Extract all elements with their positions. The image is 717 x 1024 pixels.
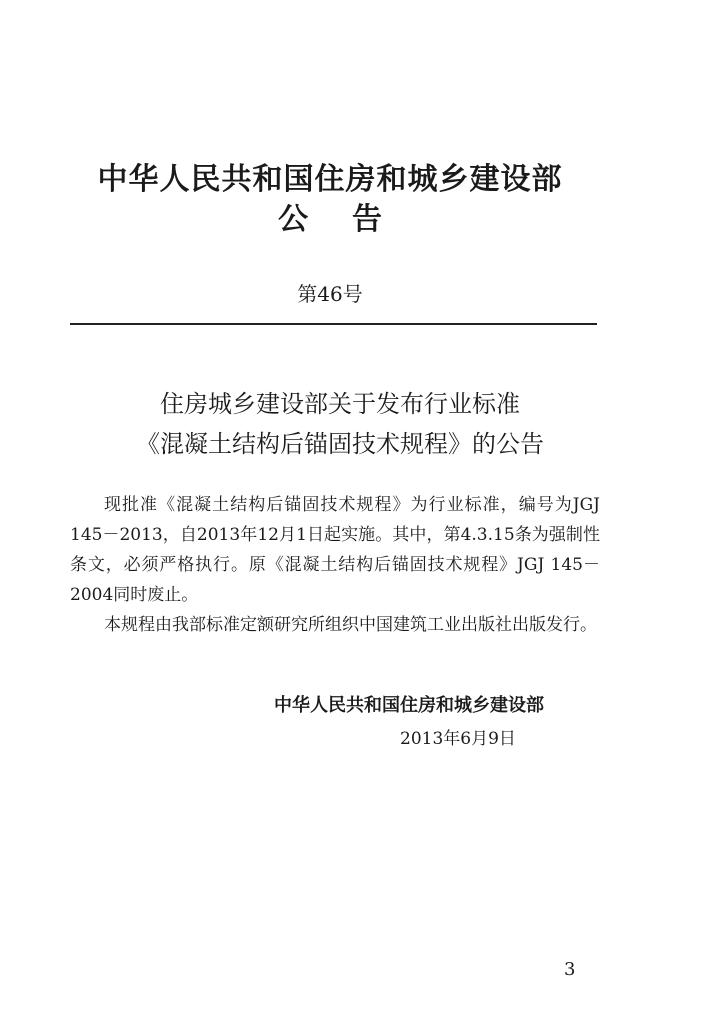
document-type-title: 公告 [278, 202, 426, 237]
page-number: 3 [564, 959, 576, 980]
subject-line-2: 《混凝土结构后锚固技术规程》的公告 [136, 430, 544, 458]
body-paragraph-2: 本规程由我部标准定额研究所组织中国建筑工业出版社出版发行。 [104, 615, 597, 635]
announcement-subject [0, 384, 680, 464]
announcement-body [70, 490, 600, 640]
signature-issuer: 中华人民共和国住房和城乡建设部 [274, 695, 544, 716]
signature-date: 2013年6月9日 [400, 729, 516, 749]
header-divider [70, 323, 597, 325]
announcement-number: 第46号 [297, 282, 363, 306]
body-paragraph-1: 现批准《混凝土结构后锚固技术规程》为行业标准，编号为JGJ 145－2013，自2013年12月1日起实施。其中，第4.3.15条为强制性条文，必须严格执行。原《混凝土结构后锚固技术规程》JGJ 145－2004同时废止。 [70, 495, 600, 605]
issuer-title: 中华人民共和国住房和城乡建设部 [97, 162, 563, 197]
subject-line-1: 住房城乡建设部关于发布行业标准 [160, 390, 520, 418]
